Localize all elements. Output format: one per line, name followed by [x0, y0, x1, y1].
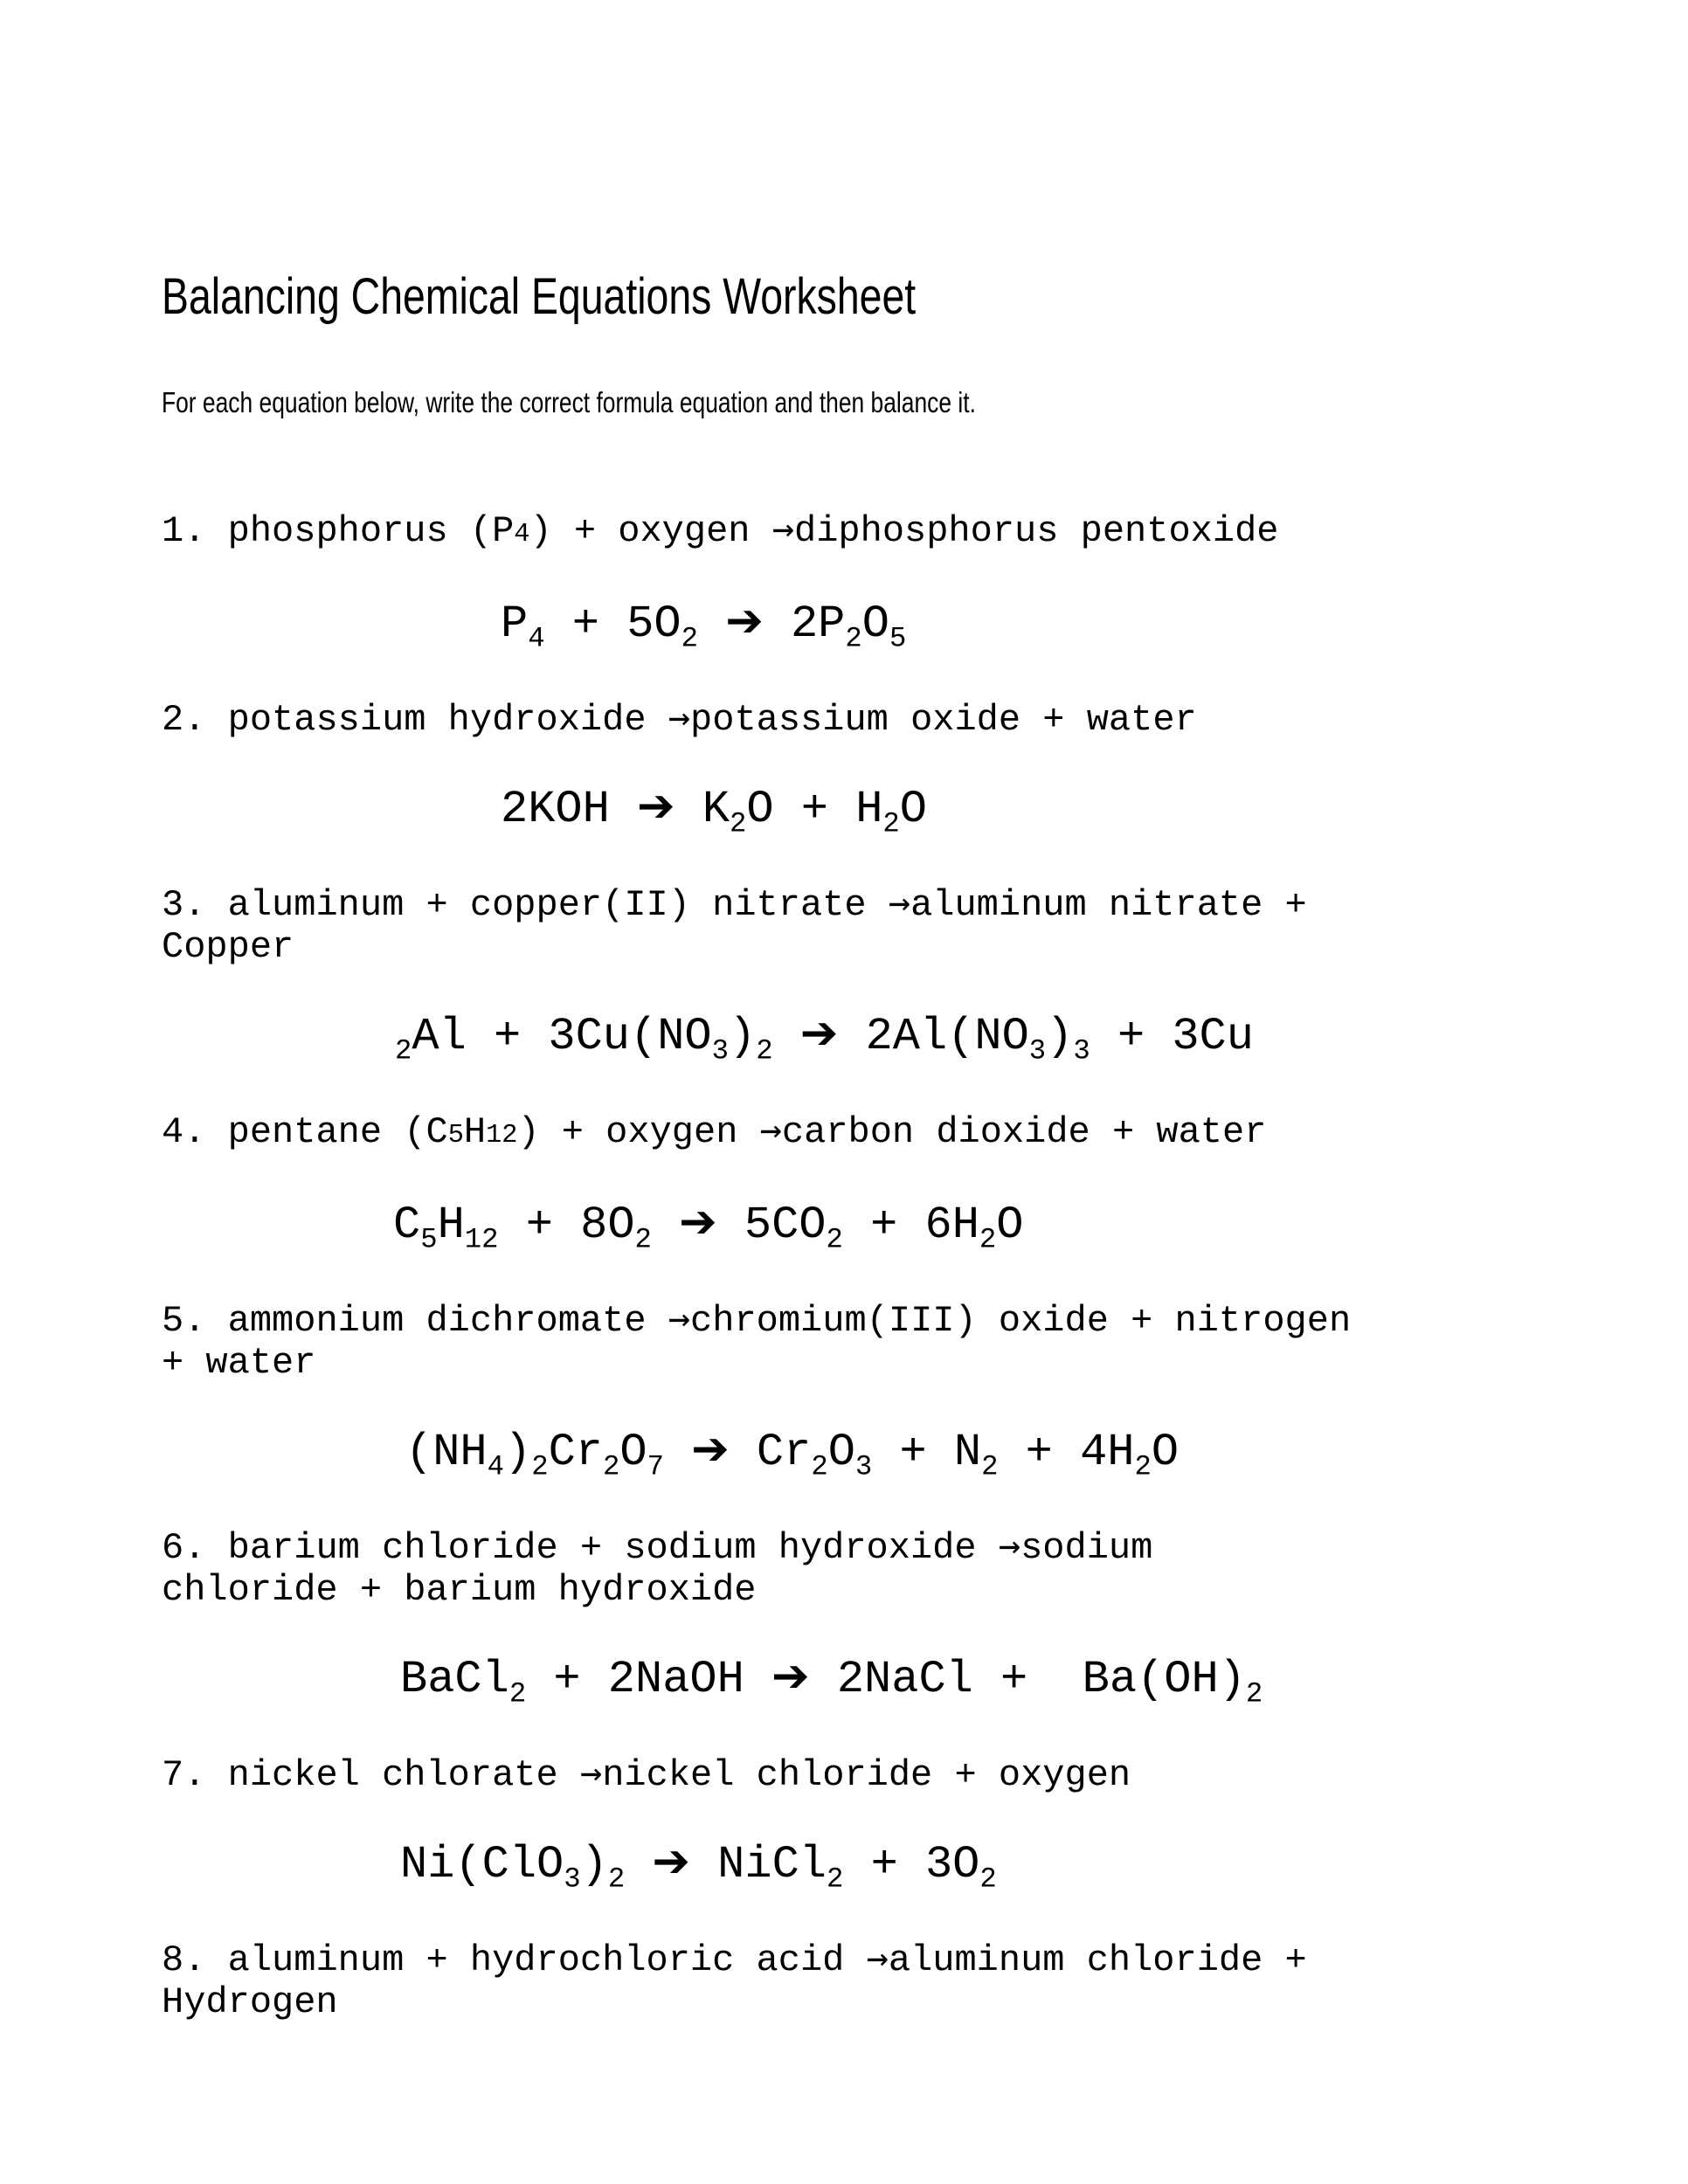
subscript: 3 — [564, 1863, 581, 1896]
subscript: 2 — [607, 1863, 626, 1896]
subscript: 2 — [979, 1223, 997, 1256]
subscript: 4 — [487, 1450, 504, 1483]
subscript: 2 — [1134, 1450, 1152, 1483]
subscript: 2 — [811, 1450, 828, 1483]
word-equation-text: barium chloride + sodium hydroxide →sodium chloride + barium hydroxide — [162, 1524, 1153, 1611]
word-equation-text: phosphorus (P4) + oxygen →diphosphorus pentoxide — [227, 507, 1279, 552]
subscript: 3 — [1073, 1034, 1090, 1068]
word-equation-text: aluminum + hydrochloric acid →aluminum chloride + Hydrogen — [162, 1936, 1307, 2023]
page-title — [162, 268, 1688, 326]
subscript: 2 — [602, 1450, 620, 1483]
word-equation-text: ammonium dichromate →chromium(III) oxide + nitrogen + water — [162, 1296, 1352, 1384]
problem-item — [162, 1937, 1688, 2023]
word-arrow-icon: → — [668, 1296, 691, 1339]
small-number: 5 — [447, 1121, 464, 1151]
problem-item — [162, 695, 1688, 840]
subscript: 4 — [528, 622, 545, 655]
problem-number: 5. — [162, 1300, 206, 1342]
word-equation-text: aluminum + copper(II) nitrate →aluminum nitrate + Copper — [162, 881, 1307, 968]
subscript: 2 — [681, 622, 698, 655]
word-arrow-icon: → — [668, 695, 691, 738]
word-equation-text: potassium hydroxide →potassium oxide + water — [227, 695, 1197, 741]
word-equation — [162, 1524, 1560, 1611]
problem-number: 4. — [162, 1111, 206, 1153]
problem-number: 8. — [162, 1939, 206, 1981]
formula-arrow-icon: ➔ — [691, 1423, 730, 1476]
problem-number: 2. — [162, 699, 206, 741]
problem-number: 7. — [162, 1754, 206, 1796]
formula-arrow-icon: ➔ — [725, 595, 764, 647]
word-equation-text: pentane (C5H12) + oxygen →carbon dioxide + water — [227, 1108, 1267, 1153]
problem-item — [162, 1524, 1688, 1711]
subscript: 3 — [1028, 1034, 1047, 1068]
formula-arrow-icon: ➔ — [679, 1196, 717, 1248]
subscript: 2 — [395, 1034, 412, 1068]
subscript: 3 — [854, 1450, 873, 1483]
problem-item — [162, 1751, 1688, 1896]
subscript: 3 — [711, 1034, 729, 1068]
subscript: 2 — [756, 1034, 773, 1068]
word-arrow-icon: → — [888, 881, 911, 923]
problem-item — [162, 1108, 1688, 1256]
formula-equation: $P_4 + 5O_2$ ➔ $2P_2O_5$ — [501, 595, 907, 655]
subscript: 7 — [647, 1450, 664, 1483]
word-arrow-icon: → — [998, 1524, 1021, 1566]
subscript: 5 — [420, 1223, 438, 1256]
formula-equation: $C_5H_{12} + 8O_2$ ➔ $5CO_2 + 6H_2O$ — [393, 1196, 1024, 1256]
problem-item — [162, 507, 1688, 655]
word-equation — [162, 696, 1560, 741]
word-equation — [162, 508, 1560, 556]
word-arrow-icon: → — [759, 1108, 782, 1151]
instructions-text: For each equation below, write the correct formula equation and then balance it. — [162, 386, 976, 418]
formula-arrow-icon: ➔ — [799, 1007, 839, 1060]
subscript: 2 — [826, 1223, 843, 1256]
formula-equation: BaCl$_2$ + 2NaOH ➔ 2NaCl + $Ba(OH)_2$ — [400, 1650, 1263, 1711]
word-equation — [162, 1937, 1560, 2023]
word-equation — [162, 1297, 1560, 1384]
subscript: 2 — [827, 1863, 844, 1896]
formula-equation: 2KOH ➔ $K_2O + H_2O$ — [501, 780, 927, 840]
word-arrow-icon: → — [579, 1751, 603, 1794]
problem-number: 6. — [162, 1527, 206, 1569]
subscript: 2 — [730, 807, 747, 840]
formula-equation: $Ni(ClO_3)_2$ ➔ NiCl$_2$ + $3O_2$ — [400, 1835, 997, 1896]
problem-item — [162, 1296, 1688, 1483]
formula-arrow-icon: ➔ — [652, 1835, 690, 1888]
problem-number: 1. — [162, 510, 206, 552]
subscript: 2 — [1245, 1677, 1263, 1711]
problem-item — [162, 881, 1688, 1068]
formula-arrow-icon: ➔ — [637, 780, 675, 833]
page-title-text: Balancing Chemical Equations Worksheet — [162, 268, 917, 325]
small-number: 12 — [486, 1121, 518, 1151]
word-equation — [162, 1109, 1560, 1157]
word-arrow-icon: → — [771, 507, 794, 549]
subscript: 12 — [464, 1223, 499, 1256]
problem-number: 3. — [162, 884, 206, 926]
subscript: 2 — [882, 807, 900, 840]
subscript: 5 — [889, 622, 907, 655]
word-equation — [162, 1752, 1560, 1796]
formula-arrow-icon: ➔ — [771, 1650, 810, 1703]
subscript: 2 — [634, 1223, 652, 1256]
subscript: 2 — [508, 1677, 527, 1711]
formula-equation: $(NH_4)_2Cr_2O_7$ ➔ $Cr_2O_3 + N_2 + 4H_2O$ — [405, 1423, 1180, 1483]
subscript: 2 — [531, 1450, 549, 1483]
word-equation-text: nickel chlorate →nickel chloride + oxygen — [227, 1751, 1131, 1796]
subscript: 2 — [979, 1863, 997, 1896]
formula-equation: $_2Al + 3Cu(NO_3)_2$ ➔ $2Al(NO_3)_3 + 3Cu$ — [395, 1007, 1254, 1068]
subscript: 2 — [845, 622, 862, 655]
small-number: 4 — [514, 520, 530, 549]
word-equation — [162, 881, 1560, 968]
instructions — [162, 385, 1688, 420]
word-arrow-icon: → — [866, 1936, 889, 1979]
problem-list — [162, 508, 1688, 2023]
subscript: 2 — [981, 1450, 999, 1483]
